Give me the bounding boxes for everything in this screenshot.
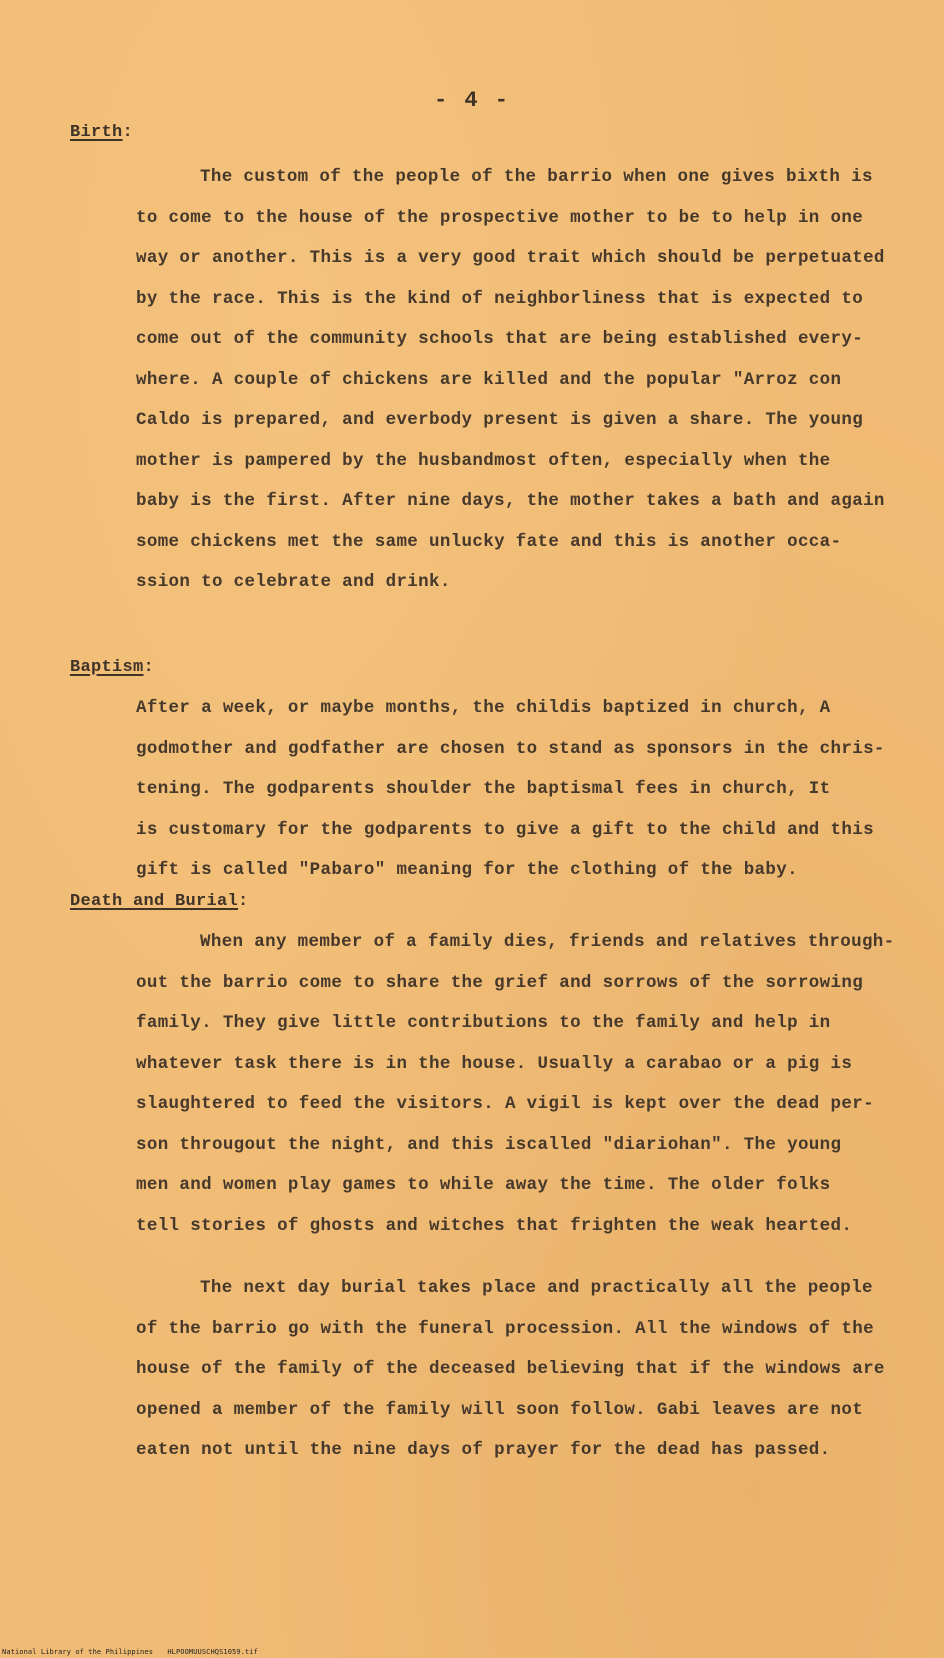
section-heading-death-and-burial (70, 892, 249, 911)
text-line: Caldo is prepared, and everbody present is given a share. The young (136, 410, 864, 430)
text-line: come out of the community schools that are being established every- (136, 329, 864, 349)
text-line: house of the family of the deceased believing that if the windows are (136, 1359, 885, 1379)
text-line: After a week, or maybe months, the childis baptized in church, A (136, 698, 831, 718)
text-line: son througout the night, and this iscalled "diariohan". The young (136, 1134, 842, 1155)
page-number: - 4 - (433, 88, 510, 113)
heading-punct: : (238, 892, 249, 911)
paragraph-death-2 (136, 1268, 885, 1471)
text-line: When any member of a family dies, friends and relatives through- (200, 932, 895, 952)
text-line: is customary for the godparents to give a gift to the child and this (136, 819, 874, 840)
text-line: tell stories of ghosts and witches that frighten the weak hearted. (136, 1215, 853, 1236)
text-line: to come to the house of the prospective mother to be to help in one (136, 207, 864, 228)
section-heading-baptism (70, 658, 154, 677)
text-line: The next day burial takes place and practically all the people (200, 1278, 873, 1298)
text-line: whatever task there is in the house. Usually a carabao or a pig is (136, 1053, 853, 1074)
text-line: ssion to celebrate and drink. (136, 572, 451, 592)
text-line: some chickens met the same unlucky fate and this is another occa- (136, 531, 842, 552)
text-line: slaughtered to feed the visitors. A vigil is kept over the dead per- (136, 1094, 874, 1114)
section-heading-birth (70, 123, 133, 142)
text-line: baby is the first. After nine days, the mother takes a bath and again (136, 491, 885, 511)
text-line: where. A couple of chickens are killed and the popular "Arroz con (136, 369, 842, 390)
file-id: HLPOOMUUSCHQS1059.tif (167, 1648, 258, 1656)
text-line: family. They give little contributions to the family and help in (136, 1013, 831, 1033)
text-line: tening. The godparents shoulder the baptismal fees in church, It (136, 779, 831, 799)
text-line: godmother and godfather are chosen to stand as sponsors in the chris- (136, 738, 885, 759)
text-line: The custom of the people of the barrio when one gives bixth is (200, 167, 873, 187)
library-credit: National Library of the Philippines (2, 1648, 154, 1656)
text-line: of the barrio go with the funeral procession. All the windows of the (136, 1318, 874, 1339)
text-line: by the race. This is the kind of neighborliness that is expected to (136, 288, 864, 309)
text-line: eaten not until the nine days of prayer for the dead has passed. (136, 1440, 831, 1460)
paragraph-birth (136, 157, 885, 603)
text-line: way or another. This is a very good trait which should be perpetuated (136, 248, 885, 268)
text-line: out the barrio come to share the grief and sorrows of the sorrowing (136, 972, 864, 993)
text-line: opened a member of the family will soon follow. Gabi leaves are not (136, 1399, 864, 1420)
paragraph-baptism (136, 688, 885, 891)
scan-footer (2, 1648, 258, 1656)
heading-text: Birth (70, 123, 123, 142)
text-line: mother is pampered by the husbandmost often, especially when the (136, 450, 831, 471)
heading-punct: : (122, 123, 134, 142)
heading-punct: : (143, 658, 155, 677)
text-line: men and women play games to while away the time. The older folks (136, 1175, 831, 1195)
heading-text: Death and Burial (70, 892, 239, 911)
heading-text: Baptism (70, 658, 144, 677)
text-line: gift is called "Pabaro" meaning for the clothing of the baby. (136, 860, 798, 880)
paragraph-death-1 (136, 922, 895, 1246)
